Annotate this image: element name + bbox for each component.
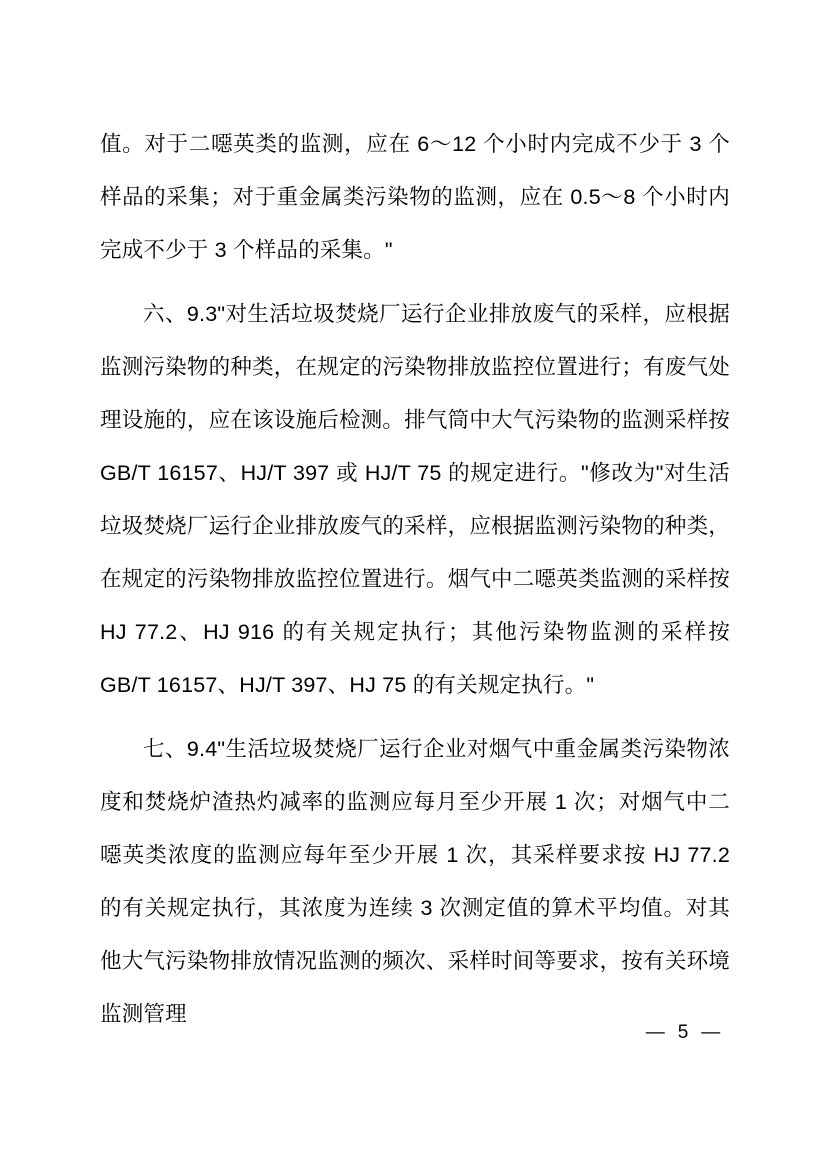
paragraph-2: 六、9.3"对生活垃圾焚烧厂运行企业排放废气的采样，应根据监测污染物的种类，在规定的污染物排放监控位置进行；有废气处理设施的，应在该设施后检测。排气筒中大气污染物的监测采样按 GB/T 16157、HJ/T 397 或 HJ/T 75 的规定进行。"修改为"对生活垃圾焚烧厂运行企业排放废气的采样，应根据监测污染物的种类，在规定的污染物排放监控位置进行。烟气中二噁英类监测的采样按 HJ 77.2、HJ 916 的有关规定执行；其他污染物监测的采样按 GB/T 16157、HJ/T 397、HJ 75 的有关规定执行。" (100, 302, 730, 697)
page-number (0, 1022, 827, 1044)
paragraph-3: 七、9.4"生活垃圾焚烧厂运行企业对烟气中重金属类污染物浓度和焚烧炉渣热灼减率的监测应每月至少开展 1 次；对烟气中二噁英类浓度的监测应每年至少开展 1 次，其采样要求按 HJ 77.2 的有关规定执行，其浓度为连续 3 次测定值的算术平均值。对其他大气污染物排放情况监测的频次、采样时间等要求，按有关环境监测管理 (100, 737, 730, 1026)
page-number-value: 5 (677, 1022, 690, 1043)
document-body (100, 118, 730, 1041)
paragraph-1: 值。对于二噁英类的监测，应在 6～12 个小时内完成不少于 3 个样品的采集；对于重金属类污染物的监测，应在 0.5～8 个小时内完成不少于 3 个样品的采集。" (100, 132, 730, 262)
page-number-left-dash: — (645, 1022, 666, 1043)
page-number-right-dash: — (701, 1022, 722, 1043)
